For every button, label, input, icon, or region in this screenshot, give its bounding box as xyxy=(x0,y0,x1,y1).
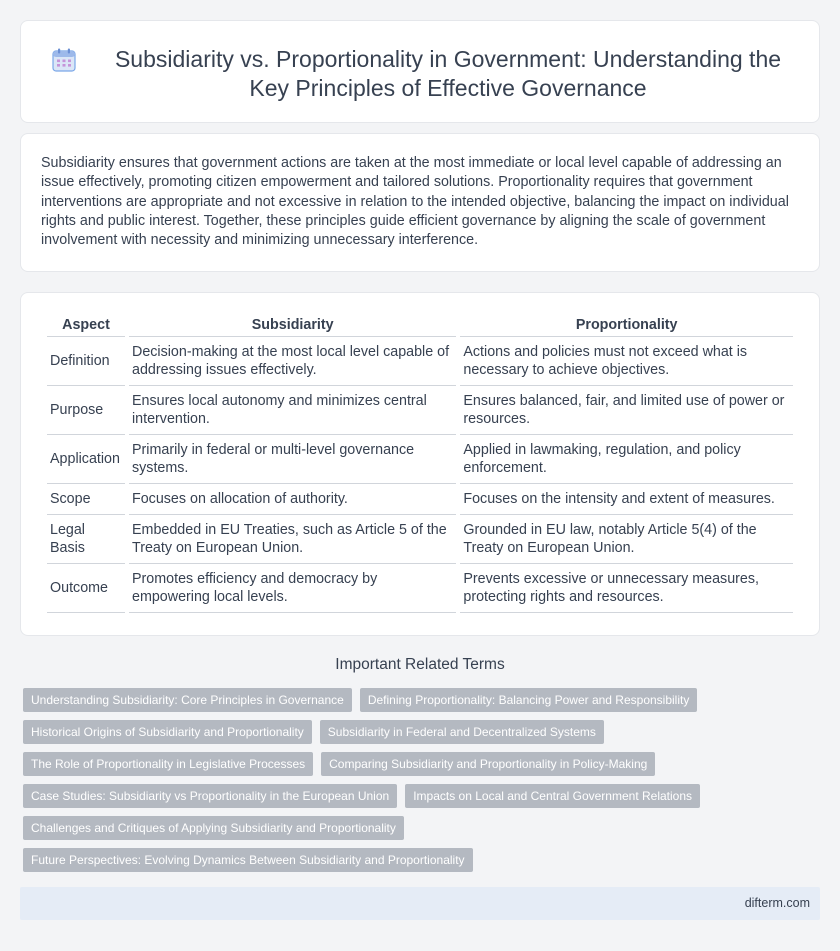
table-row xyxy=(47,435,793,484)
row-subsidiarity: Focuses on allocation of authority. xyxy=(129,484,456,515)
row-aspect: Definition xyxy=(47,337,125,386)
row-proportionality: Prevents excessive or unnecessary measures, protecting rights and resources. xyxy=(460,564,793,613)
row-proportionality: Ensures balanced, fair, and limited use of power or resources. xyxy=(460,386,793,435)
header-proportionality: Proportionality xyxy=(460,313,793,337)
row-aspect: Scope xyxy=(47,484,125,515)
row-subsidiarity: Embedded in EU Treaties, such as Article 5 of the Treaty on European Union. xyxy=(129,515,456,564)
related-term-tag[interactable]: Future Perspectives: Evolving Dynamics Between Subsidiarity and Proportionality xyxy=(23,848,473,872)
row-subsidiarity: Decision-making at the most local level capable of addressing issues effectively. xyxy=(129,337,456,386)
comparison-table-card xyxy=(20,292,820,636)
row-proportionality: Grounded in EU law, notably Article 5(4) of the Treaty on European Union. xyxy=(460,515,793,564)
row-aspect: Application xyxy=(47,435,125,484)
row-aspect: Purpose xyxy=(47,386,125,435)
comparison-table xyxy=(43,313,797,613)
related-terms-title: Important Related Terms xyxy=(335,656,505,673)
header-subsidiarity: Subsidiarity xyxy=(129,313,456,337)
row-subsidiarity: Promotes efficiency and democracy by empowering local levels. xyxy=(129,564,456,613)
table-row xyxy=(47,337,793,386)
related-term-tag[interactable]: Challenges and Critiques of Applying Subsidiarity and Proportionality xyxy=(23,816,404,840)
table-row xyxy=(47,515,793,564)
related-terms-list xyxy=(23,688,823,872)
related-term-tag[interactable]: Historical Origins of Subsidiarity and Proportionality xyxy=(23,720,312,744)
row-aspect: Outcome xyxy=(47,564,125,613)
related-term-tag[interactable]: Defining Proportionality: Balancing Power and Responsibility xyxy=(360,688,698,712)
row-subsidiarity: Primarily in federal or multi-level governance systems. xyxy=(129,435,456,484)
footer-bar xyxy=(20,887,820,920)
related-term-tag[interactable]: The Role of Proportionality in Legislative Processes xyxy=(23,752,313,776)
row-aspect: Legal Basis xyxy=(47,515,125,564)
table-row xyxy=(47,484,793,515)
related-term-tag[interactable]: Impacts on Local and Central Government Relations xyxy=(405,784,700,808)
table-row xyxy=(47,564,793,613)
related-term-tag[interactable]: Understanding Subsidiarity: Core Principles in Governance xyxy=(23,688,352,712)
header-aspect: Aspect xyxy=(47,313,125,337)
row-proportionality: Actions and policies must not exceed what is necessary to achieve objectives. xyxy=(460,337,793,386)
table-header-row xyxy=(47,313,793,337)
table-row xyxy=(47,386,793,435)
calendar-icon xyxy=(51,47,77,73)
intro-paragraph: Subsidiarity ensures that government actions are taken at the most immediate or local level capable of addressing an issue effectively, promoting citizen empowerment and tailored solutions. Proportionality requires that government interventions are appropriate and not excessive in relation to the intended objective, balancing the impact on individual rights and public interest. Together, these principles guide efficient governance by aligning the scale of government involvement with necessity and minimizing unnecessary interference. xyxy=(41,155,789,249)
related-term-tag[interactable]: Comparing Subsidiarity and Proportionality in Policy-Making xyxy=(321,752,655,776)
row-proportionality: Focuses on the intensity and extent of measures. xyxy=(460,484,793,515)
header-card xyxy=(20,20,820,123)
related-term-tag[interactable]: Case Studies: Subsidiarity vs Proportionality in the European Union xyxy=(23,784,397,808)
related-term-tag[interactable]: Subsidiarity in Federal and Decentralized Systems xyxy=(320,720,604,744)
page-title: Subsidiarity vs. Proportionality in Government: Understanding the Key Principles of Effective Governance xyxy=(114,46,782,101)
row-proportionality: Applied in lawmaking, regulation, and policy enforcement. xyxy=(460,435,793,484)
intro-card xyxy=(20,133,820,272)
site-link[interactable]: difterm.com xyxy=(744,896,810,910)
row-subsidiarity: Ensures local autonomy and minimizes central intervention. xyxy=(129,386,456,435)
